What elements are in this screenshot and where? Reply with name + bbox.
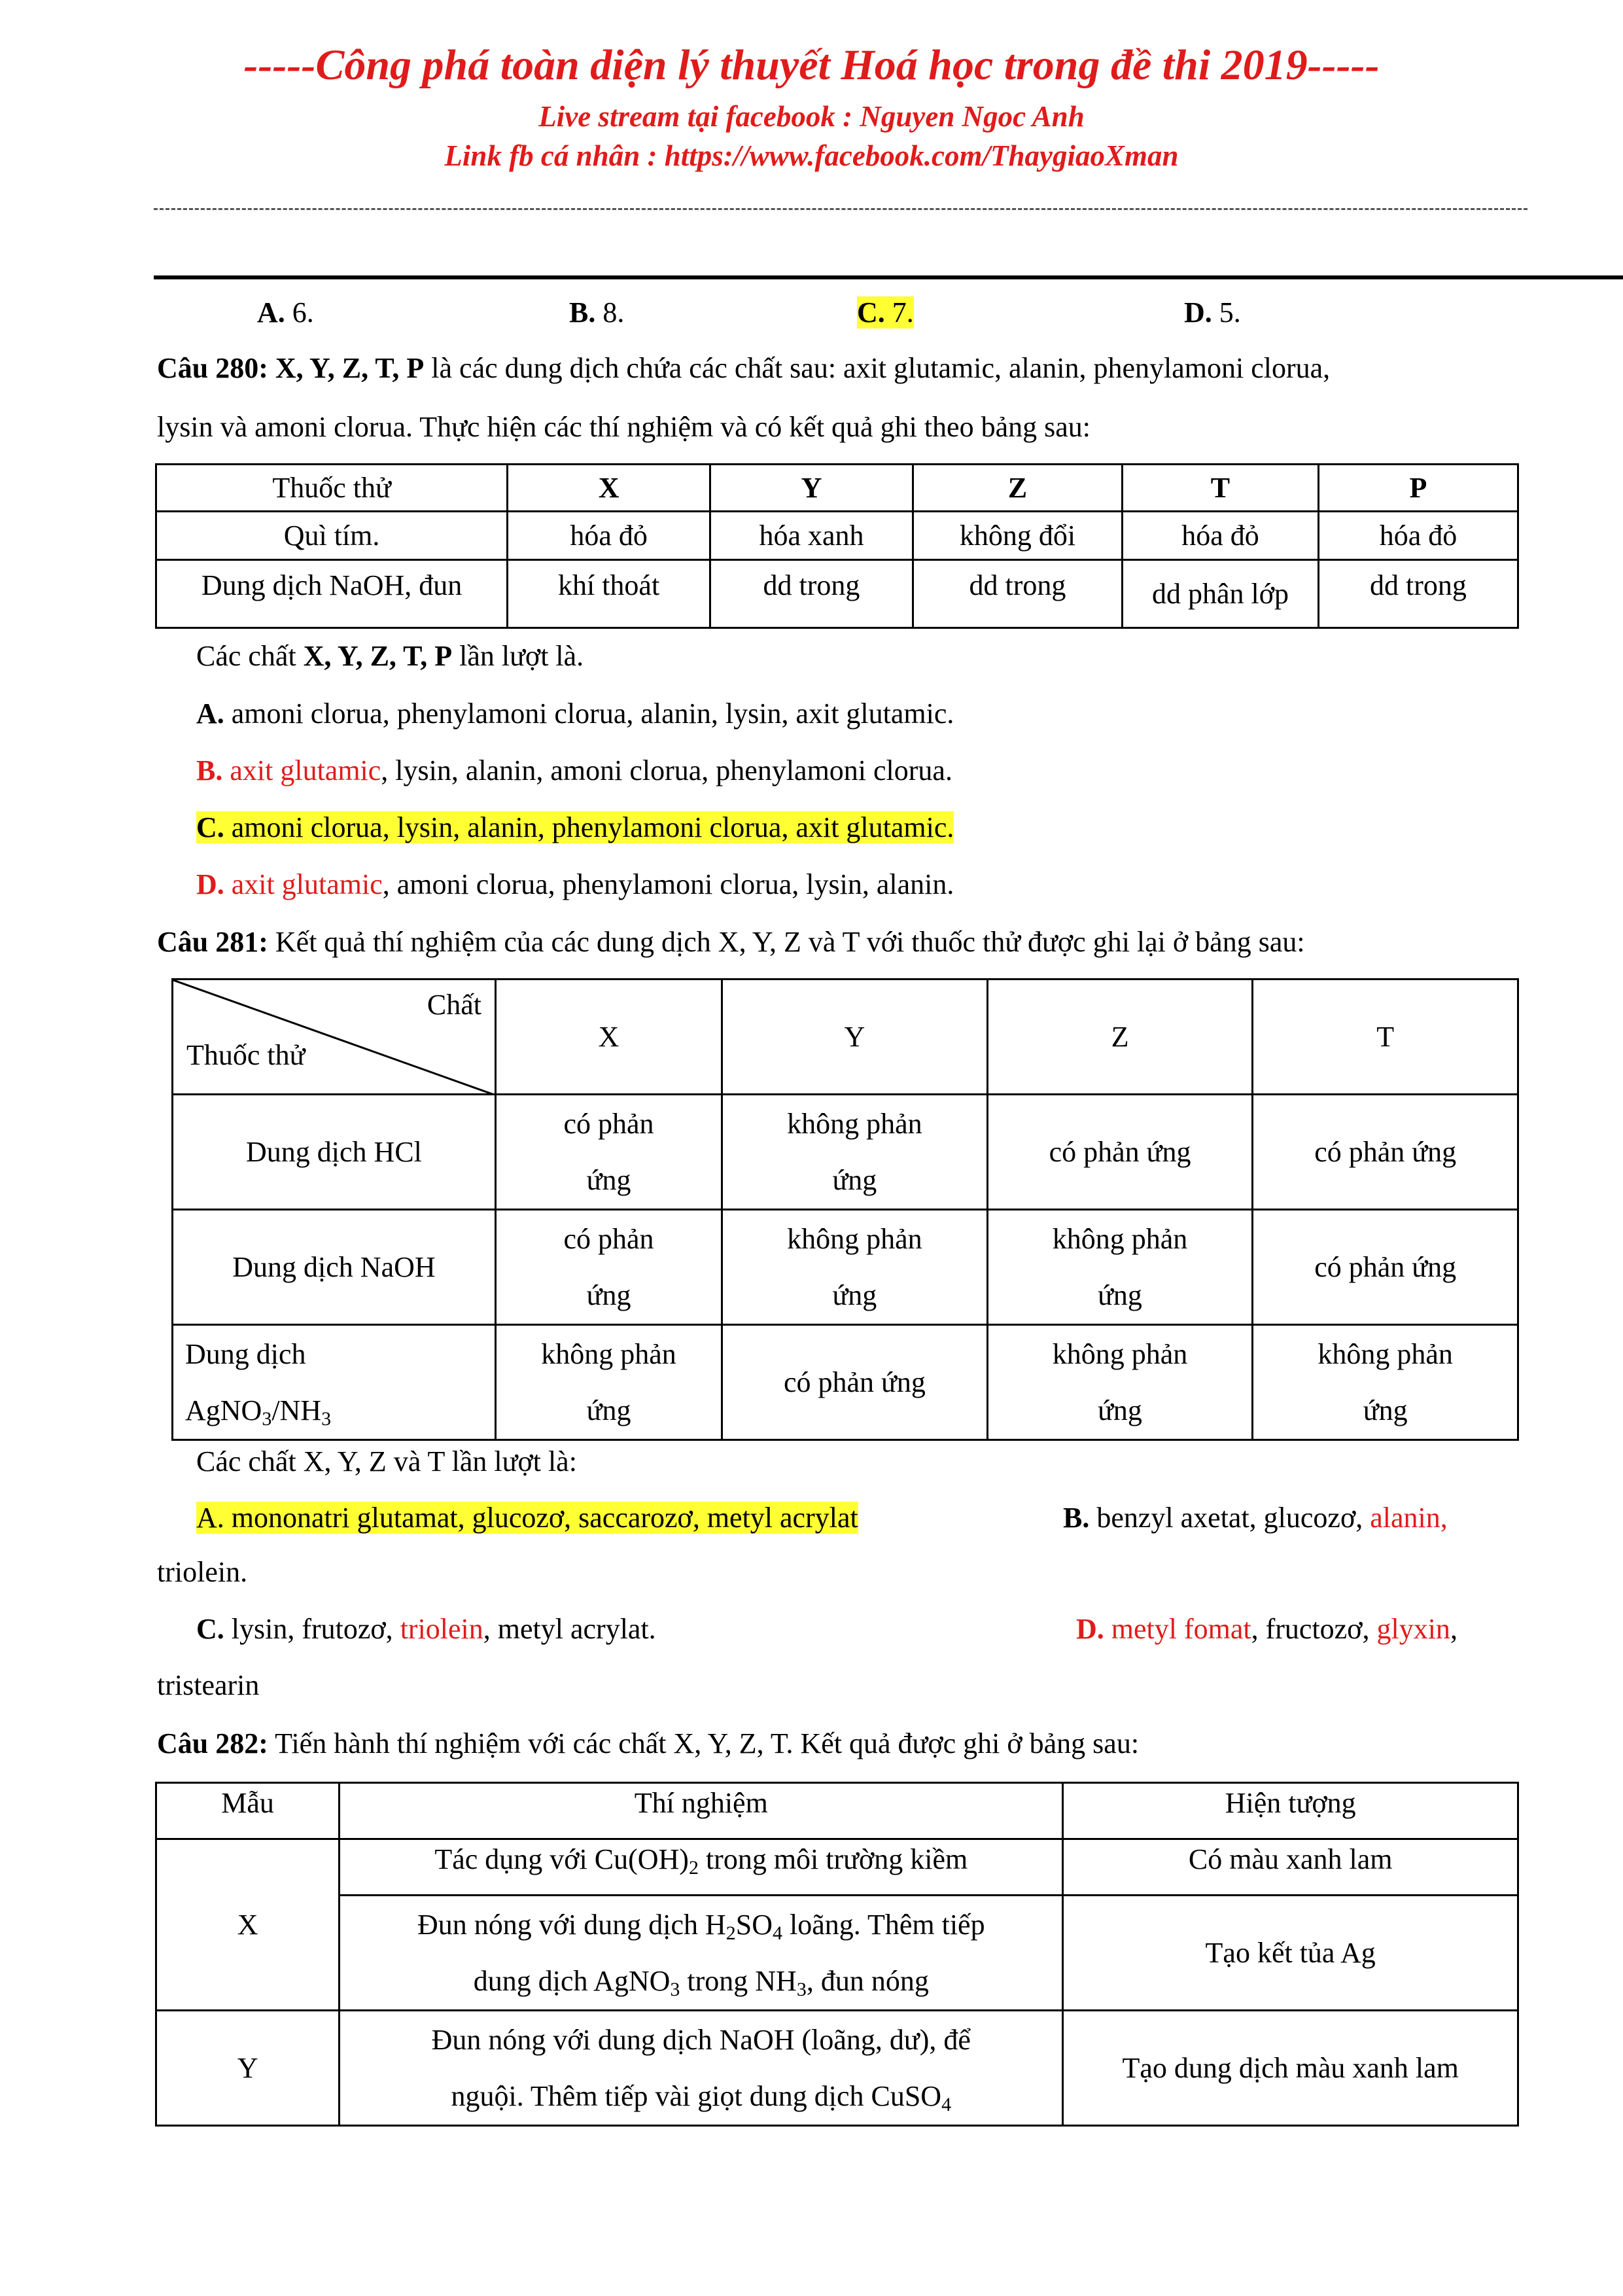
q281-row1-y: không phản ứng	[722, 1095, 988, 1210]
q280-col-p: P	[1318, 465, 1518, 512]
q281-corner-cell	[173, 980, 496, 1095]
q280-row2-t: dd phân lớp	[1122, 560, 1318, 628]
q281-option-b: B. benzyl axetat, glucozơ, alanin,	[1063, 1502, 1448, 1534]
q280-col-z: Z	[913, 465, 1122, 512]
q282-x-result-2: Tạo kết tủa Ag	[1063, 1896, 1518, 2011]
q282-x-result-1: Có màu xanh lam	[1063, 1839, 1518, 1896]
q281-col-y: Y	[722, 980, 988, 1095]
q279-option-d: D. 5.	[1184, 296, 1241, 328]
q280-option-b: B. axit glutamic, lysin, alanin, amoni clorua, phenylamoni clorua.	[196, 754, 952, 786]
q281-row3-x: không phản ứng	[495, 1325, 722, 1440]
q281-corner-reagent: Thuốc thử	[186, 1039, 305, 1071]
q280-stem-line2: lysin và amoni clorua. Thực hiện các thí nghiệm và có kết quả ghi theo bảng sau:	[157, 411, 1091, 443]
q281-row1-x: có phản ứng	[495, 1095, 722, 1210]
q280-row2-y: dd trong	[710, 560, 913, 628]
q282-sample-y: Y	[156, 2011, 340, 2126]
q280-option-c: C. amoni clorua, lysin, alanin, phenylamoni clorua, axit glutamic.	[196, 811, 954, 843]
q281-corner-substance: Chất	[427, 989, 481, 1021]
q280-row1-t: hóa đỏ	[1122, 512, 1318, 560]
q281-option-b-continued: triolein.	[157, 1556, 248, 1588]
q280-row2-z: dd trong	[913, 560, 1122, 628]
q280-row2-p: dd trong	[1318, 560, 1518, 628]
header-facebook-link[interactable]: Link fb cá nhân : https://www.facebook.com/ThaygiaoXman	[444, 139, 1179, 172]
q280-col-x: X	[508, 465, 710, 512]
q282-table	[155, 1782, 1519, 2127]
q281-row2-z: không phản ứng	[987, 1210, 1253, 1325]
q280-row1-z: không đổi	[913, 512, 1122, 560]
q280-row2-x: khí thoát	[508, 560, 710, 628]
header-title: -----Công phá toàn diện lý thuyết Hoá học trong đề thi 2019-----	[243, 41, 1380, 89]
q281-col-t: T	[1253, 980, 1518, 1095]
q282-col-experiment: Thí nghiệm	[340, 1783, 1063, 1839]
q279-option-c: C. 7.	[857, 296, 914, 328]
q282-x-experiment-1: Tác dụng với $Cu(OH)_2$ trong môi trường kiềm	[340, 1839, 1063, 1896]
q281-row1-label: Dung dịch HCl	[173, 1095, 496, 1210]
q281-row3-z: không phản ứng	[987, 1325, 1253, 1440]
q281-row2-label: Dung dịch NaOH	[173, 1210, 496, 1325]
q281-row3-y: có phản ứng	[722, 1325, 988, 1440]
q280-row2-label: Dung dịch NaOH, đun	[156, 560, 508, 628]
q280-col-y: Y	[710, 465, 913, 512]
header-dashed-divider	[154, 208, 1527, 210]
q281-col-x: X	[495, 980, 722, 1095]
q281-row3-label: Dung dịch $AgNO_3/NH_3$	[173, 1325, 496, 1440]
q279-option-b: B. 8.	[569, 296, 625, 328]
q282-col-sample: Mẫu	[156, 1783, 340, 1839]
q280-table	[155, 463, 1519, 629]
q280-col-reagent: Thuốc thử	[156, 465, 508, 512]
q279-option-a: A. 6.	[257, 296, 314, 328]
q281-option-a: A. mononatri glutamat, glucozơ, saccarozơ, metyl acrylat	[196, 1502, 858, 1534]
header-solid-rule	[154, 275, 1623, 279]
q281-row2-t: có phản ứng	[1253, 1210, 1518, 1325]
q282-sample-x: X	[156, 1839, 340, 2011]
q281-row2-x: có phản ứng	[495, 1210, 722, 1325]
q282-x-experiment-2: Đun nóng với dung dịch $H_2SO_4$ loãng. Thêm tiếp dung dịch AgNO$_3$ trong $NH_3$, đun nóng	[340, 1896, 1063, 2011]
q280-question: Các chất X, Y, Z, T, P lần lượt là.	[196, 640, 584, 672]
q282-col-phenomenon: Hiện tượng	[1063, 1783, 1518, 1839]
q282-y-result: Tạo dung dịch màu xanh lam	[1063, 2011, 1518, 2126]
q280-row1-p: hóa đỏ	[1318, 512, 1518, 560]
q281-option-c: C. lysin, frutozơ, triolein, metyl acrylat.	[196, 1613, 656, 1645]
q282-stem: Câu 282: Tiến hành thí nghiệm với các chất X, Y, Z, T. Kết quả được ghi ở bảng sau:	[157, 1727, 1140, 1759]
q281-question: Các chất X, Y, Z và T lần lượt là:	[196, 1445, 577, 1477]
q281-row1-t: có phản ứng	[1253, 1095, 1518, 1210]
q281-row2-y: không phản ứng	[722, 1210, 988, 1325]
q280-col-t: T	[1122, 465, 1318, 512]
q282-y-experiment: Đun nóng với dung dịch NaOH (loãng, dư), để nguội. Thêm tiếp vài giọt dung dịch CuSO$_4$	[340, 2011, 1063, 2126]
header-livestream: Live stream tại facebook : Nguyen Ngoc Anh	[538, 100, 1085, 133]
q280-row1-x: hóa đỏ	[508, 512, 710, 560]
q281-row3-t: không phản ứng	[1253, 1325, 1518, 1440]
q280-row1-y: hóa xanh	[710, 512, 913, 560]
q281-col-z: Z	[987, 980, 1253, 1095]
q280-option-d: D. axit glutamic, amoni clorua, phenylamoni clorua, lysin, alanin.	[196, 868, 954, 900]
q281-row1-z: có phản ứng	[987, 1095, 1253, 1210]
q281-table	[171, 978, 1519, 1441]
q280-stem-line1: Câu 280: X, Y, Z, T, P là các dung dịch chứa các chất sau: axit glutamic, alanin, phenylamoni clorua,	[157, 352, 1331, 384]
q281-option-d: D. metyl fomat, fructozơ, glyxin,	[1076, 1613, 1457, 1645]
q280-option-a: A. amoni clorua, phenylamoni clorua, alanin, lysin, axit glutamic.	[196, 698, 954, 730]
q280-row1-label: Quì tím.	[156, 512, 508, 560]
q281-stem: Câu 281: Kết quả thí nghiệm của các dung dịch X, Y, Z và T với thuốc thử được ghi lại ở bảng sau:	[157, 926, 1305, 958]
q281-option-d-continued: tristearin	[157, 1669, 260, 1701]
